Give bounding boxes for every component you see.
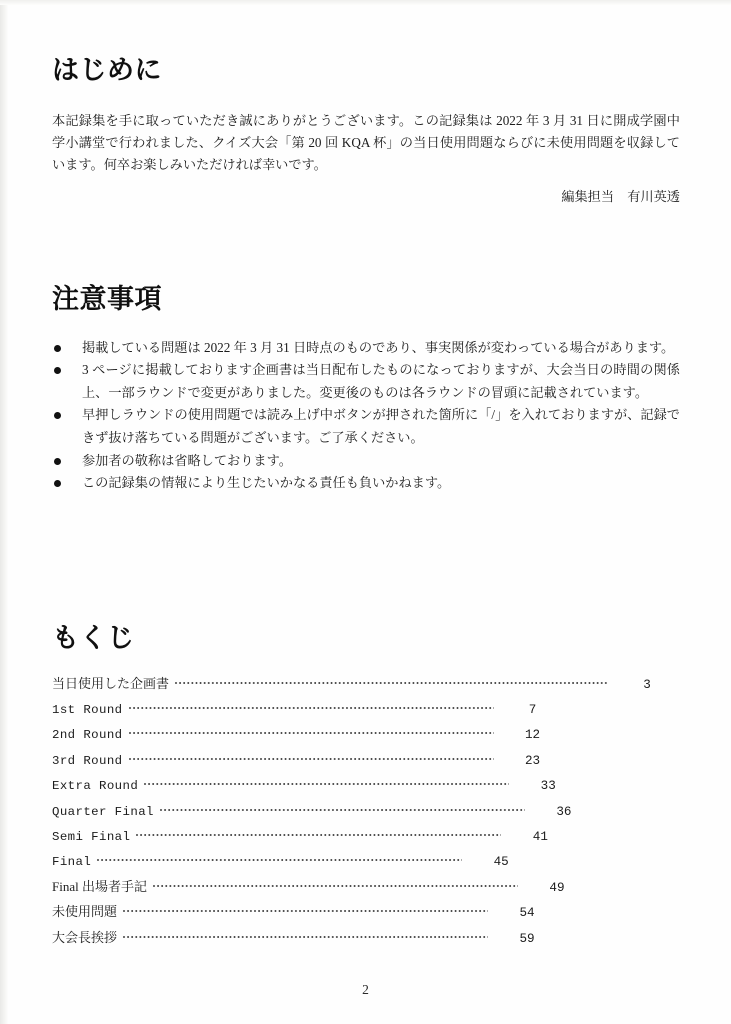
toc-entry-label: 未使用問題: [52, 904, 118, 920]
toc-entry[interactable]: [52, 697, 680, 722]
toc-section: [52, 624, 680, 951]
toc-entry-page: 33: [540, 779, 556, 794]
toc-entry-label: Final 出場者手記: [52, 878, 147, 894]
bullet-icon: [54, 458, 61, 465]
toc-entry-page: 7: [528, 703, 537, 718]
list-item: [52, 404, 680, 449]
toc-entry-page: 59: [519, 931, 535, 946]
page-number: 2: [362, 982, 369, 997]
toc-entry[interactable]: [52, 773, 680, 798]
intro-heading: はじめに: [52, 55, 162, 85]
toc-entry-label: 3rd Round: [52, 753, 123, 768]
toc-heading: もくじ: [52, 623, 135, 653]
toc-leader-dots: [144, 773, 509, 789]
toc-leader-dots: [129, 722, 494, 738]
bullet-icon: [54, 345, 61, 352]
toc-leader-dots: [129, 748, 494, 764]
toc-entry[interactable]: [52, 875, 680, 900]
toc-entry-page: 45: [493, 855, 509, 870]
bullet-icon: [54, 367, 61, 374]
note-text: 参加者の敬称は省略しております。: [82, 452, 292, 468]
toc-leader-dots: [97, 849, 462, 865]
intro-section: [52, 56, 680, 208]
list-item: [52, 472, 680, 495]
toc-entry-label: Extra Round: [52, 779, 139, 794]
toc-entry-label: 大会長挨拶: [52, 929, 118, 945]
bullet-icon: [54, 412, 61, 419]
notes-list: [52, 315, 680, 495]
toc-entry[interactable]: [52, 900, 680, 925]
toc-entry[interactable]: [52, 722, 680, 747]
list-item: [52, 337, 680, 360]
list-item: [52, 359, 680, 404]
toc-entry-label: 2nd Round: [52, 728, 123, 743]
toc-entry[interactable]: [52, 748, 680, 773]
toc-leader-dots: [160, 799, 525, 815]
toc-entry[interactable]: [52, 672, 680, 697]
toc-leader-dots: [153, 875, 518, 891]
toc-entry[interactable]: [52, 849, 680, 874]
toc-leader-dots: [129, 697, 494, 713]
note-text: 掲載している問題は 2022 年 3 月 31 日時点のものであり、事実関係が変わっている場合があります。: [82, 339, 675, 355]
toc-entry-page: 12: [524, 728, 541, 743]
toc-leader-dots: [123, 926, 488, 942]
toc-entry-page: 23: [524, 753, 541, 768]
toc-entry-page: 54: [519, 906, 535, 921]
scan-edge-left: [0, 0, 8, 1024]
toc-entry-label: Quarter Final: [52, 804, 154, 819]
toc-entry-label: Final: [52, 855, 92, 870]
note-text: この記録集の情報により生じたいかなる責任も負いかねます。: [82, 475, 451, 491]
toc-entry[interactable]: [52, 824, 680, 849]
toc-leader-dots: [123, 900, 488, 916]
toc-entry-page: 36: [556, 804, 572, 819]
note-text: 3 ページに掲載しております企画書は当日配布したものになっておりますが、大会当日の時間の関係上、一部ラウンドで変更がありました。変更後のものは各ラウンドの冒頭に記載されています。: [82, 362, 680, 400]
toc-leader-dots: [175, 672, 608, 688]
scan-edge-top: [0, 0, 731, 5]
toc-entry[interactable]: [52, 799, 680, 824]
notes-heading: 注意事項: [52, 284, 162, 314]
toc-entry-page: 3: [643, 677, 651, 692]
intro-byline: 編集担当 有川英透: [561, 188, 680, 204]
toc-entry[interactable]: [52, 926, 680, 951]
toc-list: [52, 654, 680, 951]
bullet-icon: [54, 480, 61, 487]
list-item: [52, 450, 680, 473]
toc-entry-label: 当日使用した企画書: [52, 675, 170, 691]
notes-section: [52, 285, 680, 495]
toc-entry-page: 41: [532, 830, 548, 845]
toc-leader-dots: [136, 824, 501, 840]
note-text: 早押しラウンドの使用問題では読み上げ中ボタンが押された箇所に「/」を入れておりますが、記録できず抜け落ちている問題がございます。ご了承ください。: [82, 407, 680, 446]
toc-entry-label: Semi Final: [52, 830, 131, 845]
toc-entry-page: 49: [549, 880, 565, 895]
toc-entry-label: 1st Round: [52, 703, 123, 718]
intro-paragraph: 本記録集を手に取っていただき誠にありがとうございます。この記録集は 2022 年 3 月 31 日に開成学園中学小講堂で行われました、クイズ大会「第 20 回 KQA 杯」の当日使用問題ならびに未使用問題を収録しています。何卒お楽しみいただければ幸いです。: [52, 112, 680, 172]
